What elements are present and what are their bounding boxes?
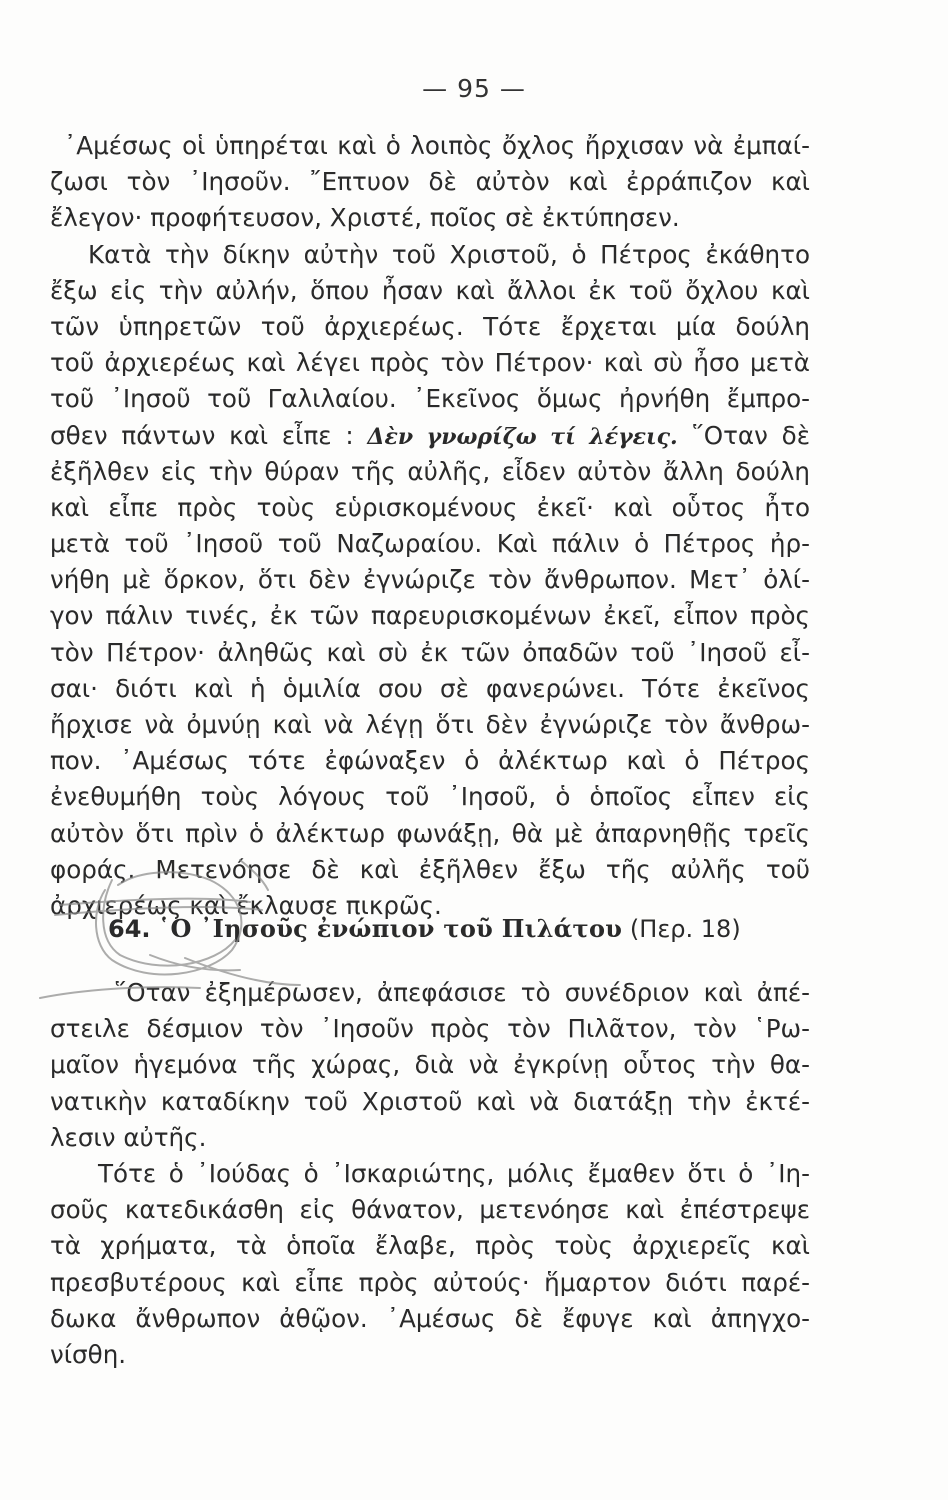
section-reference: (Περ. 18) bbox=[629, 915, 741, 943]
quote-trail-text: ῞Οταν δὲ bbox=[677, 420, 810, 450]
text-line: φοράς. Μετενόησε δὲ καὶ ἐξῆλθεν ἔξω τῆς αὐλῆς τοῦ bbox=[50, 854, 810, 884]
text-line: σαι· διότι καὶ ἡ ὁμιλία σου σὲ φανερώνει. Τότε ἐκεῖνος bbox=[50, 673, 810, 703]
text-line-with-quote bbox=[50, 418, 810, 454]
section-title: ῾Ο ᾿Ιησοῦς ἐνώπιον τοῦ Πιλάτου bbox=[158, 914, 623, 943]
page-number: — 95 — bbox=[422, 74, 526, 103]
text-line: μαῖον ἡγεμόνα τῆς χώρας, διὰ νὰ ἐγκρίνῃ οὗτος τὴν θα- bbox=[50, 1050, 810, 1080]
text-line: Τότε ὁ ᾿Ιούδας ὁ ᾿Ισκαριώτης, μόλις ἔμαθεν ὅτι ὁ ᾿Ιη- bbox=[98, 1158, 810, 1188]
text-line: τοῦ ἀρχιερέως καὶ λέγει πρὸς τὸν Πέτρον· καὶ σὺ ἦσο μετὰ bbox=[50, 348, 810, 378]
text-line: δωκα ἄνθρωπον ἀθῷον. ᾿Αμέσως δὲ ἔφυγε καὶ ἀπηγχο- bbox=[50, 1303, 810, 1333]
text-line: ᾿Αμέσως οἱ ὑπηρέται καὶ ὁ λοιπὸς ὄχλος ἤρχισαν νὰ ἐμπαί- bbox=[64, 131, 810, 160]
body-text-upper bbox=[50, 128, 810, 924]
text-line: λεσιν αὐτῆς. bbox=[50, 1122, 207, 1152]
text-line: αὐτὸν ὅτι πρὶν ὁ ἀλέκτωρ φωνάξῃ, θὰ μὲ ἀπαρνηθῇς τρεῖς bbox=[50, 818, 810, 848]
text-line: στειλε δέσμιον τὸν ᾿Ιησοῦν πρὸς τὸν Πιλᾶτον, τὸν ῾Ρω- bbox=[50, 1014, 810, 1044]
text-line: καὶ εἶπε πρὸς τοὺς εὑρισκομένους ἐκεῖ· καὶ οὗτος ἦτο bbox=[50, 492, 810, 522]
text-line: ῞Οταν ἐξημέρωσεν, ἀπεφάσισε τὸ συνέδριον καὶ ἀπέ- bbox=[114, 978, 810, 1007]
text-line: ἀρχιερέως καὶ ἔκλαυσε πικρῶς. bbox=[50, 890, 442, 920]
text-line: νατικὴν καταδίκην τοῦ Χριστοῦ καὶ νὰ διατάξῃ τὴν ἐκτέ- bbox=[50, 1086, 810, 1116]
quote-lead-text: σθεν πάντων καὶ εἶπε : bbox=[50, 420, 368, 450]
text-line: μετὰ τοῦ ᾿Ιησοῦ τοῦ Ναζωραίου. Καὶ πάλιν ὁ Πέτρος ἠρ- bbox=[50, 529, 810, 559]
text-line: νίσθη. bbox=[50, 1339, 127, 1369]
text-line: ἔλεγον· προφήτευσον, Χριστέ, ποῖος σὲ ἐκτύπησεν. bbox=[50, 203, 680, 233]
text-line: πον. ᾿Αμέσως τότε ἐφώναξεν ὁ ἀλέκτωρ καὶ ὁ Πέτρος bbox=[50, 746, 810, 776]
text-line: ἔξω εἰς τὴν αὐλήν, ὅπου ἦσαν καὶ ἄλλοι ἐκ τοῦ ὄχλου καὶ bbox=[50, 275, 810, 305]
quoted-speech: Δὲν γνωρίζω τί λέγεις. bbox=[367, 423, 678, 450]
text-line: ἐξῆλθεν εἰς τὴν θύραν τῆς αὐλῆς, εἶδεν αὐτὸν ἄλλη δούλη bbox=[50, 456, 810, 486]
section-number: 64. bbox=[108, 915, 151, 943]
text-line: τῶν ὑπηρετῶν τοῦ ἀρχιερέως. Τότε ἔρχεται μία δούλη bbox=[50, 311, 810, 341]
text-line: τὰ χρήματα, τὰ ὁποῖα ἔλαβε, πρὸς τοὺς ἀρχιερεῖς καὶ bbox=[50, 1231, 810, 1261]
section-heading bbox=[108, 909, 741, 949]
text-line: τὸν Πέτρον· ἀληθῶς καὶ σὺ ἐκ τῶν ὀπαδῶν τοῦ ᾿Ιησοῦ εἶ- bbox=[50, 637, 810, 667]
text-line: ἐνεθυμήθη τοὺς λόγους τοῦ ᾿Ιησοῦ, ὁ ὁποῖος εἶπεν εἰς bbox=[50, 782, 810, 812]
text-line: ζωσι τὸν ᾿Ιησοῦν. ῎Επτυον δὲ αὐτὸν καὶ ἐρράπιζον καὶ bbox=[50, 167, 810, 197]
text-line: νήθη μὲ ὅρκον, ὅτι δὲν ἐγνώριζε τὸν ἄνθρωπον. Μετ᾿ ὀλί- bbox=[50, 565, 810, 595]
body-text-lower bbox=[50, 975, 810, 1373]
text-line: σοῦς κατεδικάσθη εἰς θάνατον, μετενόησε καὶ ἐπέστρεψε bbox=[50, 1195, 810, 1225]
text-line: ἤρχισε νὰ ὀμνύῃ καὶ νὰ λέγῃ ὅτι δὲν ἐγνώριζε τὸν ἄνθρω- bbox=[50, 710, 810, 739]
text-line: τοῦ ᾿Ιησοῦ τοῦ Γαλιλαίου. ᾿Εκεῖνος ὅμως ἠρνήθη ἔμπρο- bbox=[50, 384, 810, 414]
text-line: πρεσβυτέρους καὶ εἶπε πρὸς αὐτούς· ἥμαρτον διότι παρέ- bbox=[50, 1267, 810, 1297]
text-line: Κατὰ τὴν δίκην αὐτὴν τοῦ Χριστοῦ, ὁ Πέτρος ἐκάθητο bbox=[88, 239, 810, 269]
text-line: γον πάλιν τινές, ἐκ τῶν παρευρισκομένων ἐκεῖ, εἶπον πρὸς bbox=[50, 601, 810, 631]
